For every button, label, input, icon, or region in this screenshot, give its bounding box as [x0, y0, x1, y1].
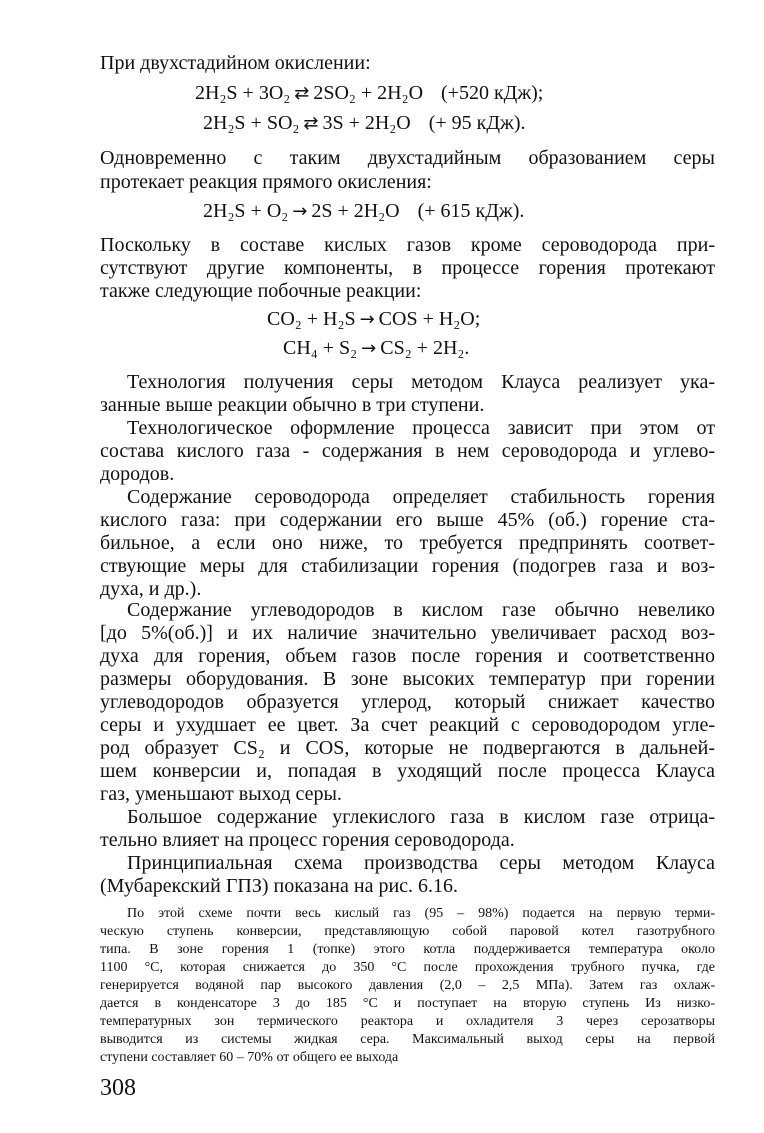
note-line: типа. В зоне горения 1 (топке) этого котла поддерживается температура около — [100, 942, 715, 957]
text-line: Содержание углеводородов в кислом газе обычно невелико — [127, 599, 715, 621]
note-line: ступени составляет 60 – 70% от общего ее выхода — [100, 1050, 399, 1065]
text-line: газ, уменьшают выход серы. — [100, 783, 342, 805]
text-line: ствующие меры для стабилизации горения (подогрев газа и воз- — [100, 555, 715, 577]
text-line: дородов. — [100, 463, 175, 485]
note-line: ческую ступень конверсии, представляющую собой паровой котел газотрубного — [100, 924, 715, 939]
equation-rhs: CS₂ + 2H₂. — [380, 337, 470, 359]
text-line: состава кислого газа - содержания в нем сероводорода и углево- — [100, 440, 715, 462]
equation-heat: (+520 кДж); — [441, 82, 544, 104]
equation-lhs: 2H₂S + SO₂ — [203, 112, 300, 134]
text-line: размеры оборудования. В зоне высоких температур при горении — [100, 668, 715, 690]
text-line: духа, и др.). — [100, 578, 202, 600]
equation-lhs: 2H₂S + O₂ — [203, 200, 289, 222]
note-line: По этой схеме почти весь кислый газ (95 – 98%) подается на первую терми- — [127, 906, 715, 921]
equation-rhs: COS + H₂O; — [378, 308, 481, 330]
text-line: сутствуют другие компоненты, в процессе горения протекают — [100, 257, 715, 279]
text-line: шем конверсии и, попадая в уходящий после процесса Клауса — [100, 760, 715, 782]
equation-rhs: 2SO₂ + 2H₂O — [313, 82, 424, 104]
equation-lhs: CO₂ + H₂S — [267, 308, 356, 330]
intro-line: При двухстадийном окислении: — [100, 52, 371, 74]
text-line: Большое содержание углекислого газа в кислом газе отрица- — [127, 806, 715, 828]
text-line: протекает реакция прямого окисления: — [100, 171, 432, 193]
equation-lhs: 2H₂S + 3O₂ — [195, 82, 291, 104]
equation-side-2 — [283, 336, 469, 361]
text-line: также следующие побочные реакции: — [100, 280, 422, 302]
equation-rhs: 2S + 2H₂O — [311, 200, 400, 222]
equation-two-stage-1 — [195, 81, 543, 106]
text-line: Одновременно с таким двухстадийным образованием серы — [100, 147, 715, 169]
text-line: духа для горения, объем газов после горения и соответственно — [100, 645, 715, 667]
text-line: [до 5%(об.)] и их наличие значительно увеличивает расход воз- — [100, 622, 715, 644]
text-line: тельно влияет на процесс горения сероводорода. — [100, 829, 515, 851]
text-line: Технологическое оформление процесса зависит при этом от — [127, 417, 715, 439]
page-number: 308 — [100, 1075, 136, 1101]
note-line: выводится из системы жидкая сера. Максимальный выход серы на первой — [100, 1032, 715, 1047]
equation-lhs: CH₄ + S₂ — [283, 337, 358, 359]
equation-heat: (+ 95 кДж). — [428, 112, 526, 134]
equation-direct — [203, 199, 524, 224]
arrow-icon: → — [292, 201, 308, 222]
text-line: род образует CS₂ и COS, которые не подвергаются в дальней- — [100, 737, 715, 759]
text-line: (Мубарекский ГПЗ) показана на рис. 6.16. — [100, 875, 459, 897]
note-line: дается в конденсаторе 3 до 185 °С и поступает на вторую ступень Из низко- — [100, 996, 715, 1011]
text-line: Содержание сероводорода определяет стабильность горения — [127, 486, 715, 508]
arrow-icon: → — [361, 338, 377, 359]
text-line: занные выше реакции обычно в три ступени. — [100, 394, 485, 416]
note-line: температурных зон термического реактора и охладителя 3 через серозатворы — [100, 1014, 715, 1029]
equation-side-1 — [267, 307, 480, 332]
text-line: углеводородов образуется углерод, который снижает качество — [100, 691, 715, 713]
text-line: Принципиальная схема производства серы методом Клауса — [127, 852, 715, 874]
arrow-icon: → — [359, 309, 375, 330]
equation-rhs: 3S + 2H₂O — [322, 112, 411, 134]
equilibrium-arrow-icon: ⇄ — [294, 83, 310, 104]
text-line: бильное, а если оно ниже, то требуется предпринять соответ- — [100, 532, 715, 554]
equilibrium-arrow-icon: ⇄ — [303, 113, 319, 134]
text-line: Поскольку в составе кислых газов кроме сероводорода при- — [100, 234, 715, 256]
equation-two-stage-2 — [203, 111, 526, 136]
text-line: кислого газа: при содержании его выше 45% (об.) горение ста- — [100, 509, 715, 531]
note-line: 1100 °С, которая снижается до 350 °С после прохождения трубного пучка, где — [100, 960, 715, 975]
equation-heat: (+ 615 кДж). — [417, 200, 525, 222]
note-line: генерируется водяной пар высокого давления (2,0 – 2,5 МПа). Затем газ охлаж- — [100, 978, 715, 993]
text-line: серы и ухудшает ее цвет. За счет реакций с сероводородом угле- — [100, 714, 715, 736]
text-line: Технология получения серы методом Клауса реализует ука- — [127, 371, 715, 393]
